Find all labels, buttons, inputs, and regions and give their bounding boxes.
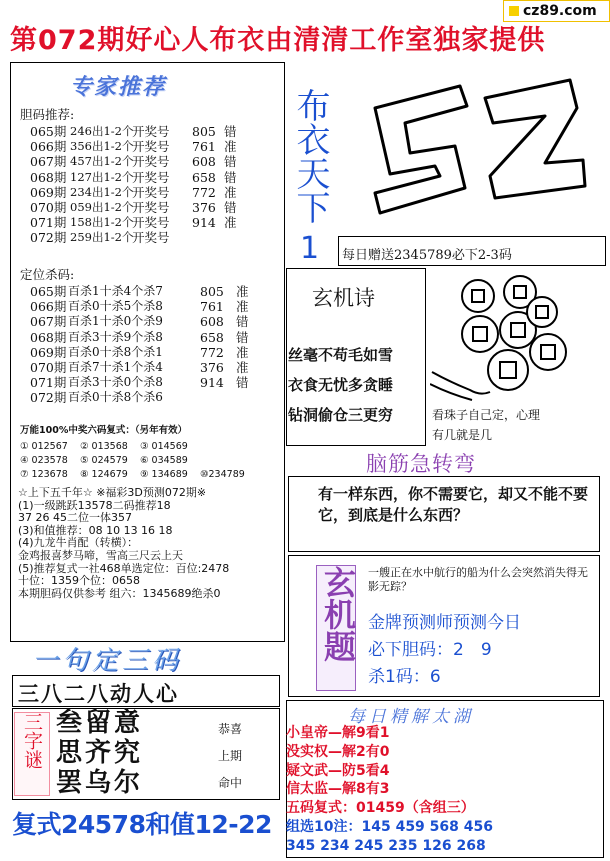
kill-cell: 百杀3十杀0个杀8 <box>68 375 163 390</box>
kill-row <box>30 314 260 329</box>
kill-cell: 067期 <box>30 314 67 330</box>
daily-line: 五码复式：01459（含组三） <box>286 800 475 817</box>
kill-cell: 百杀1十杀0个杀9 <box>68 314 163 329</box>
kill-label: 定位杀码: <box>20 267 75 282</box>
kill-cell: 错 <box>236 375 249 391</box>
dm-cell: 059出1-2个 <box>70 200 134 215</box>
dm-cell: 068期 <box>30 169 67 185</box>
dm-cell: 071期 <box>30 215 67 231</box>
dm-cell: 158出1-2个 <box>70 215 134 230</box>
kill-cell: 百杀0十杀8个杀6 <box>68 390 163 405</box>
yiju-line: 三八二八动人心 <box>18 681 179 706</box>
kill-cell: 072期 <box>30 390 67 406</box>
kill-row <box>30 330 260 345</box>
daily-title: 每日精解太湖 <box>348 707 474 727</box>
dm-cell: 072期 <box>30 230 67 246</box>
note-line: (1)一级跳跃13578二码推荐18 <box>18 498 171 512</box>
dm-row <box>30 139 244 154</box>
dm-cell: 开奖号 <box>132 154 170 170</box>
note-line: (4)九龙牛肖配（转横）： <box>18 536 139 550</box>
sanzi-note-line: 命中 <box>218 776 243 790</box>
wan-label: 万能100%中奖六码复式：（另年有效） <box>20 425 188 436</box>
kill-cell: 百杀1十杀4个杀7 <box>68 284 163 298</box>
wan-cell: ⑦ 123678 <box>20 469 68 480</box>
kill-cell: 百杀3十杀9个杀8 <box>68 329 163 344</box>
wan-cell: ① 012567 <box>20 441 68 452</box>
dm-row <box>30 124 244 139</box>
dm-table <box>30 124 244 246</box>
poem-lines <box>288 340 393 430</box>
sanzi-row: 叁留意 <box>56 708 144 738</box>
kill-cell: 百杀0十杀8个杀1 <box>68 344 163 359</box>
dm-cell <box>192 230 224 245</box>
daily-line: 没实权—解2有0 <box>286 743 390 760</box>
kill-cell <box>236 390 260 405</box>
page-title: 第072期好心人布衣由清清工作室独家提供 <box>10 25 546 56</box>
kill-cell: 百杀0十杀5个杀8 <box>68 299 163 314</box>
sanzi-note <box>218 716 242 797</box>
dm-cell: 457出1-2个 <box>70 154 134 169</box>
site-logo[interactable] <box>503 0 610 22</box>
wan-cell: ⑤ 024579 <box>80 455 128 466</box>
note-line: ☆上下五千年☆ ※福彩3D预测072期※ <box>18 486 207 499</box>
dm-cell: 开奖号 <box>132 169 170 185</box>
kill-cell: 068期 <box>30 329 67 345</box>
dm-cell: 065期 <box>30 124 67 139</box>
puzzle-answer-3: 杀1码：6 <box>368 667 441 687</box>
buyi-note: 每日赠送2345789必下2-3码 <box>342 248 512 263</box>
dm-cell: 开奖号 <box>132 139 170 155</box>
sanzi-row: 思齐究 <box>56 738 144 768</box>
sanzi-label-text: 三字谜 <box>21 712 43 769</box>
dm-cell: 259出1-2个 <box>70 230 134 245</box>
dm-cell: 376 <box>192 200 216 216</box>
dm-cell <box>224 230 244 245</box>
buyi-number: 1 <box>300 231 320 266</box>
kill-cell: 069期 <box>30 344 67 360</box>
note-line: 十位：1359个位：0658 <box>18 574 140 588</box>
dm-cell: 准 <box>224 139 237 155</box>
kill-cell: 914 <box>200 375 224 391</box>
kill-row <box>30 284 260 299</box>
note-line: (3)和值推荐：08 10 13 16 18 <box>18 523 173 537</box>
kill-cell: 376 <box>200 360 224 376</box>
kill-cell: 错 <box>236 314 249 330</box>
dm-cell: 805 <box>192 124 216 139</box>
kill-cell <box>200 390 236 405</box>
dm-cell: 234出1-2个 <box>70 184 134 199</box>
kill-cell: 准 <box>236 360 249 376</box>
dm-row <box>30 154 244 169</box>
sanzi-row: 罢乌尔 <box>56 768 144 798</box>
daily-lines <box>286 724 493 856</box>
wan-cell: ② 013568 <box>80 441 128 452</box>
riddle-question: 有一样东西，你不需要它，却又不能不要它，到底是什么东西？ <box>318 485 589 524</box>
kill-cell: 772 <box>200 344 224 360</box>
daily-line: 信太监—解8有3 <box>286 781 390 798</box>
puzzle-answer-1: 金牌预测师预测今日 <box>368 613 521 633</box>
dm-cell: 准 <box>224 215 237 231</box>
dm-cell: 错 <box>224 154 237 170</box>
note-line: 本期胆码仅供参考 组六：1345689绝杀0 <box>18 586 221 600</box>
kill-cell: 准 <box>236 344 249 360</box>
kill-cell: 准 <box>236 299 249 315</box>
puzzle-answer-2: 必下胆码：2 9 <box>368 640 492 660</box>
daily-line: 组选10注：145 459 568 456 <box>286 818 493 835</box>
kill-cell: 百杀7十杀1个杀4 <box>68 360 163 375</box>
sanzi-note-line: 上期 <box>218 749 243 763</box>
dm-cell: 608 <box>192 154 216 170</box>
kill-cell: 608 <box>200 314 224 330</box>
dm-cell: 准 <box>224 184 237 200</box>
note-line: 金鸡报喜梦马啼，雪高三尺云上天 <box>18 548 183 562</box>
dm-cell: 066期 <box>30 139 67 155</box>
dm-cell: 错 <box>224 169 237 185</box>
kill-cell: 065期 <box>30 284 67 299</box>
poem-title: 玄机诗 <box>312 286 375 310</box>
sanzi-note-line: 恭喜 <box>218 722 243 736</box>
dm-cell: 开奖号 <box>132 215 170 231</box>
dm-cell: 开奖号 <box>132 230 170 246</box>
dm-row <box>30 215 244 230</box>
wan-cell: ⑨ 134689 <box>140 469 188 480</box>
dm-cell: 246出1-2个 <box>70 124 134 138</box>
puzzle-label-text: 玄机题 <box>319 566 357 662</box>
riddle-title: 脑筋急转弯 <box>366 452 476 476</box>
coins-caption <box>432 405 540 445</box>
expert-title: 专家推荐 <box>70 75 167 100</box>
dm-cell: 658 <box>192 169 216 185</box>
kill-cell: 070期 <box>30 360 67 376</box>
kill-cell: 658 <box>200 329 224 345</box>
sanzi-grid <box>56 708 143 798</box>
kill-cell: 761 <box>200 299 224 315</box>
wan-cell: ④ 023578 <box>20 455 68 466</box>
daily-line: 疑文武—防5看4 <box>286 762 390 779</box>
wan-cell: ⑥ 034589 <box>140 455 188 466</box>
coins-illustration <box>430 272 600 402</box>
digit-5-shape <box>375 86 467 213</box>
kill-row <box>30 390 260 405</box>
note-line: 37 26 45二位一体357 <box>18 511 132 525</box>
daily-line: 345 234 245 235 126 268 <box>286 837 486 854</box>
puzzle-question: 一艘正在水中航行的船为什么会突然消失得无影无踪？ <box>368 566 588 593</box>
kill-cell: 错 <box>236 329 249 345</box>
dm-cell: 错 <box>224 200 237 216</box>
coins-caption-1: 看珠子自己定，心理 <box>432 408 541 422</box>
poem-line: 钻洞偷仓三更穷 <box>288 406 394 424</box>
wan-cell: ⑩234789 <box>200 469 245 480</box>
dm-cell: 070期 <box>30 200 67 216</box>
wan-cell: ③ 014569 <box>140 441 188 452</box>
poem-line: 丝毫不苟毛如雪 <box>288 346 394 364</box>
daily-line: 小皇帝—解9看1 <box>286 725 390 741</box>
dm-label: 胆码推荐: <box>20 107 75 122</box>
logo-square-icon <box>509 6 519 16</box>
dm-cell: 069期 <box>30 184 67 200</box>
puzzle-label <box>318 566 358 671</box>
dm-cell: 错 <box>224 124 237 139</box>
dm-cell: 开奖号 <box>132 200 170 216</box>
dm-cell: 356出1-2个 <box>70 139 134 154</box>
dm-row <box>30 200 244 215</box>
kill-row <box>30 299 260 314</box>
wan-table <box>20 440 264 482</box>
wan-row <box>20 440 264 454</box>
kill-table <box>30 284 260 406</box>
fushi-text: 复式24578和值12-22 <box>12 810 272 839</box>
dm-cell: 914 <box>192 215 216 231</box>
dm-cell: 开奖号 <box>132 184 170 200</box>
kill-cell: 准 <box>236 284 249 299</box>
dm-cell: 开奖号 <box>132 124 170 139</box>
number-52-illustration <box>345 68 595 238</box>
puzzle-answers <box>368 610 521 691</box>
dm-cell: 761 <box>192 139 216 155</box>
kill-cell: 066期 <box>30 299 67 315</box>
wan-row <box>20 454 264 468</box>
wan-cell: ⑧ 124679 <box>80 469 128 480</box>
wan-row <box>20 468 264 482</box>
note-line: (5)推荐复式一社468单选定位：百位:2478 <box>18 561 230 575</box>
kill-cell: 805 <box>200 284 224 299</box>
logo-text: cz89.com <box>523 3 597 19</box>
buyi-vertical-text: 布衣天下 <box>290 88 330 224</box>
dm-cell: 067期 <box>30 154 67 170</box>
kill-row <box>30 360 260 375</box>
yiju-title: 一句定三码 <box>32 646 183 676</box>
buyi-vertical <box>290 88 330 232</box>
sanzi-label <box>18 712 46 777</box>
coins-caption-2: 有几就是几 <box>432 428 493 442</box>
kill-row <box>30 345 260 360</box>
dm-cell: 127出1-2个 <box>70 169 134 184</box>
poem-line: 衣食无忧多贪睡 <box>288 376 394 394</box>
dm-row <box>30 185 244 200</box>
dm-row <box>30 230 244 245</box>
kill-cell: 071期 <box>30 375 67 391</box>
kill-row <box>30 375 260 390</box>
dm-row <box>30 170 244 185</box>
digit-2-shape <box>485 80 585 198</box>
prediction-notes <box>18 487 280 600</box>
dm-cell: 772 <box>192 184 216 200</box>
